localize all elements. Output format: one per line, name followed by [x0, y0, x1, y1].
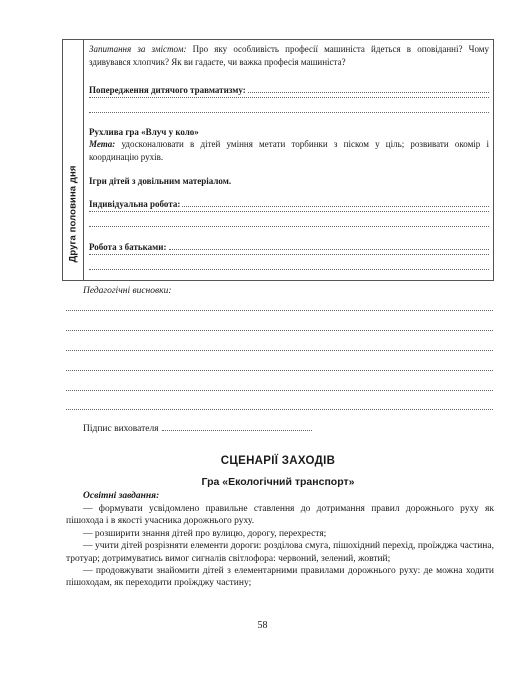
- goal-block: [89, 138, 489, 163]
- signature-dots: [162, 421, 312, 431]
- dotted-line: [66, 370, 493, 371]
- tasks-list: [66, 503, 494, 590]
- task-item: — формувати усвідомлено правильне ставлення до дотримання правил дорожнього руху як пішохода і в якості учасника дорожнього руху.: [66, 504, 494, 527]
- questions-label: Запитання за змістом:: [89, 44, 187, 54]
- conclusions-label: Педагогічні висновки:: [83, 286, 172, 296]
- tasks-label: Освітні завдання:: [83, 491, 160, 501]
- questions-text: Про яку особливість професії машиніста йдеться в оповіданні? Чому здивувався хлопчик? Як ви гадаєте, чи важка професія машиніста?: [89, 44, 489, 67]
- game-heading: Гра «Екологічний транспорт»: [201, 476, 355, 488]
- side-column: [63, 40, 84, 280]
- page-number: 58: [257, 620, 268, 631]
- individual-row: [89, 197, 489, 211]
- individual-label: Індивідуальна робота:: [89, 199, 181, 209]
- injury-row: [89, 83, 489, 97]
- parents-row: [89, 240, 489, 254]
- injury-label: Попередження дитячого травматизму:: [89, 85, 246, 95]
- individual-dots: [182, 197, 489, 207]
- dotted-line: [89, 112, 489, 113]
- task-item: — учити дітей розрізняти елементи дороги: розділова смуга, пішохідний перехід, проїжджа частина, тротуар; дотримуватись вимог сигналів світлофора: червоний, зелений, жовтий;: [66, 541, 494, 564]
- dotted-line: [66, 310, 493, 311]
- plan-table: [62, 39, 494, 281]
- dotted-line: [89, 226, 489, 227]
- goal-label: Мета:: [89, 139, 116, 149]
- parents-dots: [169, 240, 490, 250]
- game-title: Рухлива гра «Влуч у коло»: [89, 127, 199, 137]
- dotted-line: [89, 97, 489, 98]
- dotted-line: [66, 409, 493, 410]
- dotted-line: [89, 269, 489, 270]
- dotted-line: [89, 211, 489, 212]
- parents-label: Робота з батьками:: [89, 242, 167, 252]
- dotted-line: [66, 330, 493, 331]
- free-play: Ігри дітей з довільним матеріалом.: [89, 176, 232, 186]
- injury-dots: [248, 83, 489, 93]
- goal-text: удосконалювати в дітей уміння метати торбинки з піском у ціль; розвивати окомір і координацію рухів.: [89, 139, 490, 162]
- scenarios-heading: СЦЕНАРІЇ ЗАХОДІВ: [220, 455, 336, 467]
- questions-block: [89, 43, 489, 68]
- dotted-line: [89, 254, 489, 255]
- plan-cell: [89, 40, 489, 280]
- task-item: — продовжувати знайомити дітей з елементарними правилами дорожнього руху: де можна ходити пішоходам, як переходити проїжджу частину;: [66, 566, 494, 589]
- signature-row: [83, 421, 312, 434]
- dotted-line: [66, 390, 493, 391]
- signature-label: Підпис вихователя: [83, 424, 159, 434]
- side-label: Друга половина дня: [67, 165, 79, 263]
- dotted-line: [66, 350, 493, 351]
- task-item: — розширити знання дітей про вулицю, дорогу, перехрестя;: [83, 528, 327, 539]
